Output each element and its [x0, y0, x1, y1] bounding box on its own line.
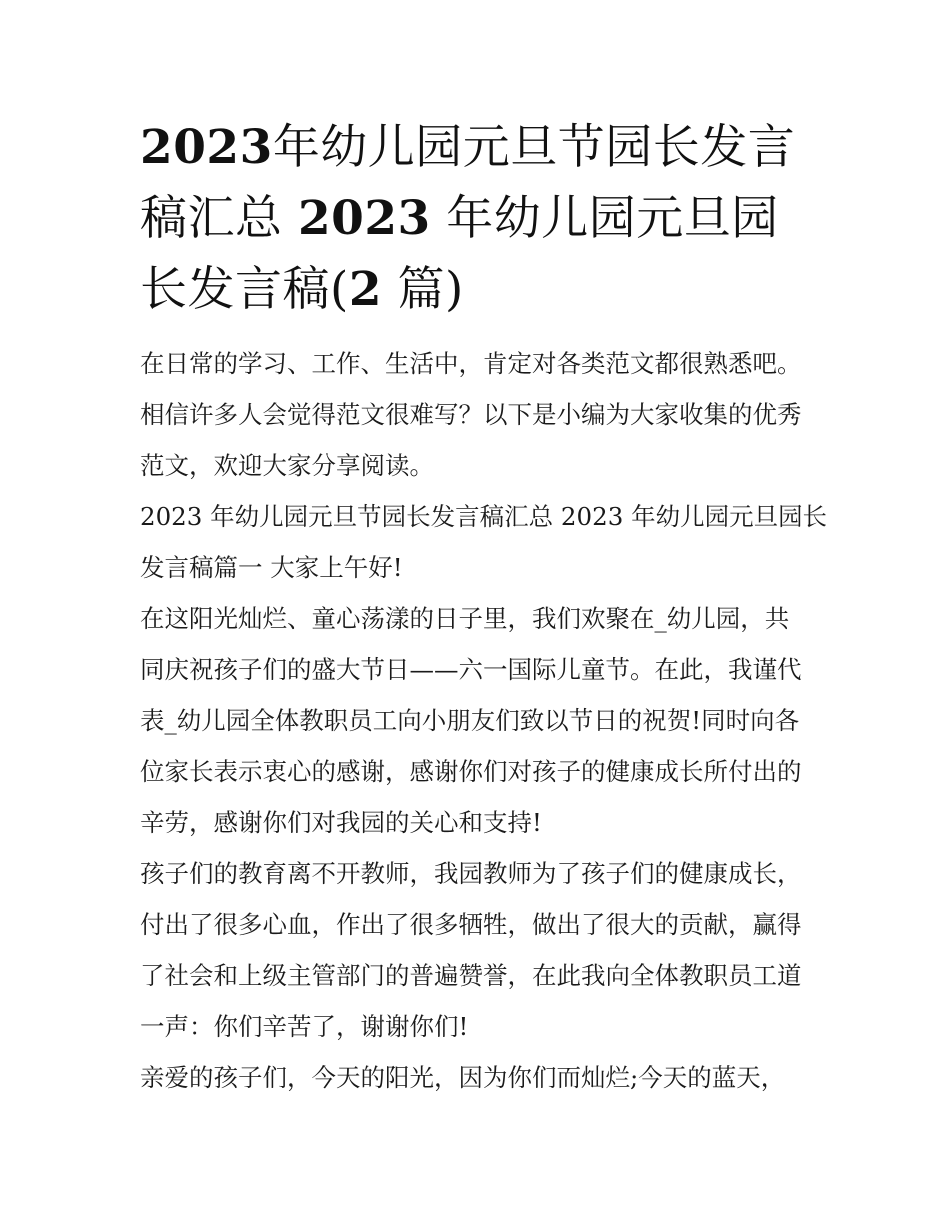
paragraph-line: 辛劳，感谢你们对我园的关心和支持! [140, 808, 542, 837]
document-page [140, 112, 828, 1103]
paragraph-line: 范文，欢迎大家分享阅读。 [140, 451, 434, 480]
title-count: 2 [348, 262, 383, 317]
paragraph-line: 发言稿篇一 大家上午好! [140, 553, 403, 582]
paragraph-line: 孩子们的教育离不开教师，我园教师为了孩子们的健康成长， [140, 859, 802, 888]
title-year: 2023 [140, 120, 273, 175]
title-text: 年幼儿园元旦节园长发言 [272, 120, 796, 175]
title-line-3 [140, 254, 820, 325]
paragraph-line: 同庆祝孩子们的盛大节日——六一国际儿童节。在此，我谨代 [140, 655, 802, 684]
paragraph-line: 在这阳光灿烂、童心荡漾的日子里，我们欢聚在_幼儿园，共 [140, 604, 790, 633]
title-text: 长发言稿( [140, 262, 349, 317]
title-text: 稿汇总 [140, 191, 298, 246]
paragraph-line: 付出了很多心血，作出了很多牺牲，做出了很大的贡献，赢得 [140, 910, 802, 939]
intro-paragraph [140, 338, 820, 491]
paragraph-line: 在日常的学习、工作、生活中，肯定对各类范文都很熟悉吧。 [140, 349, 802, 378]
paragraph-line: 亲爱的孩子们，今天的阳光，因为你们而灿烂;今天的蓝天， [140, 1063, 786, 1092]
paragraph-line: 一声：你们辛苦了，谢谢你们! [140, 1012, 469, 1041]
paragraph-line: 表_幼儿园全体教职员工向小朋友们致以节日的祝贺!同时向各 [140, 706, 800, 735]
title-line-2 [140, 183, 820, 254]
title-text: 年幼儿园元旦园 [430, 191, 779, 246]
paragraph-line: 位家长表示衷心的感谢，感谢你们对孩子的健康成长所付出的 [140, 757, 802, 786]
title-text: 篇) [382, 262, 464, 317]
paragraph-line: 了社会和上级主管部门的普遍赞誉，在此我向全体教职员工道 [140, 961, 802, 990]
teachers-paragraph [140, 848, 820, 1052]
title-year: 2023 [297, 191, 431, 246]
paragraph-line: 相信许多人会觉得范文很难写？以下是小编为大家收集的优秀 [140, 400, 802, 429]
section-heading-paragraph [140, 491, 828, 593]
document-title [140, 112, 820, 325]
children-paragraph [140, 1052, 820, 1103]
paragraph-line: 2023 年幼儿园元旦节园长发言稿汇总 2023 年幼儿园元旦园长 [140, 502, 828, 531]
greeting-paragraph [140, 593, 820, 848]
title-line-1 [140, 112, 820, 183]
